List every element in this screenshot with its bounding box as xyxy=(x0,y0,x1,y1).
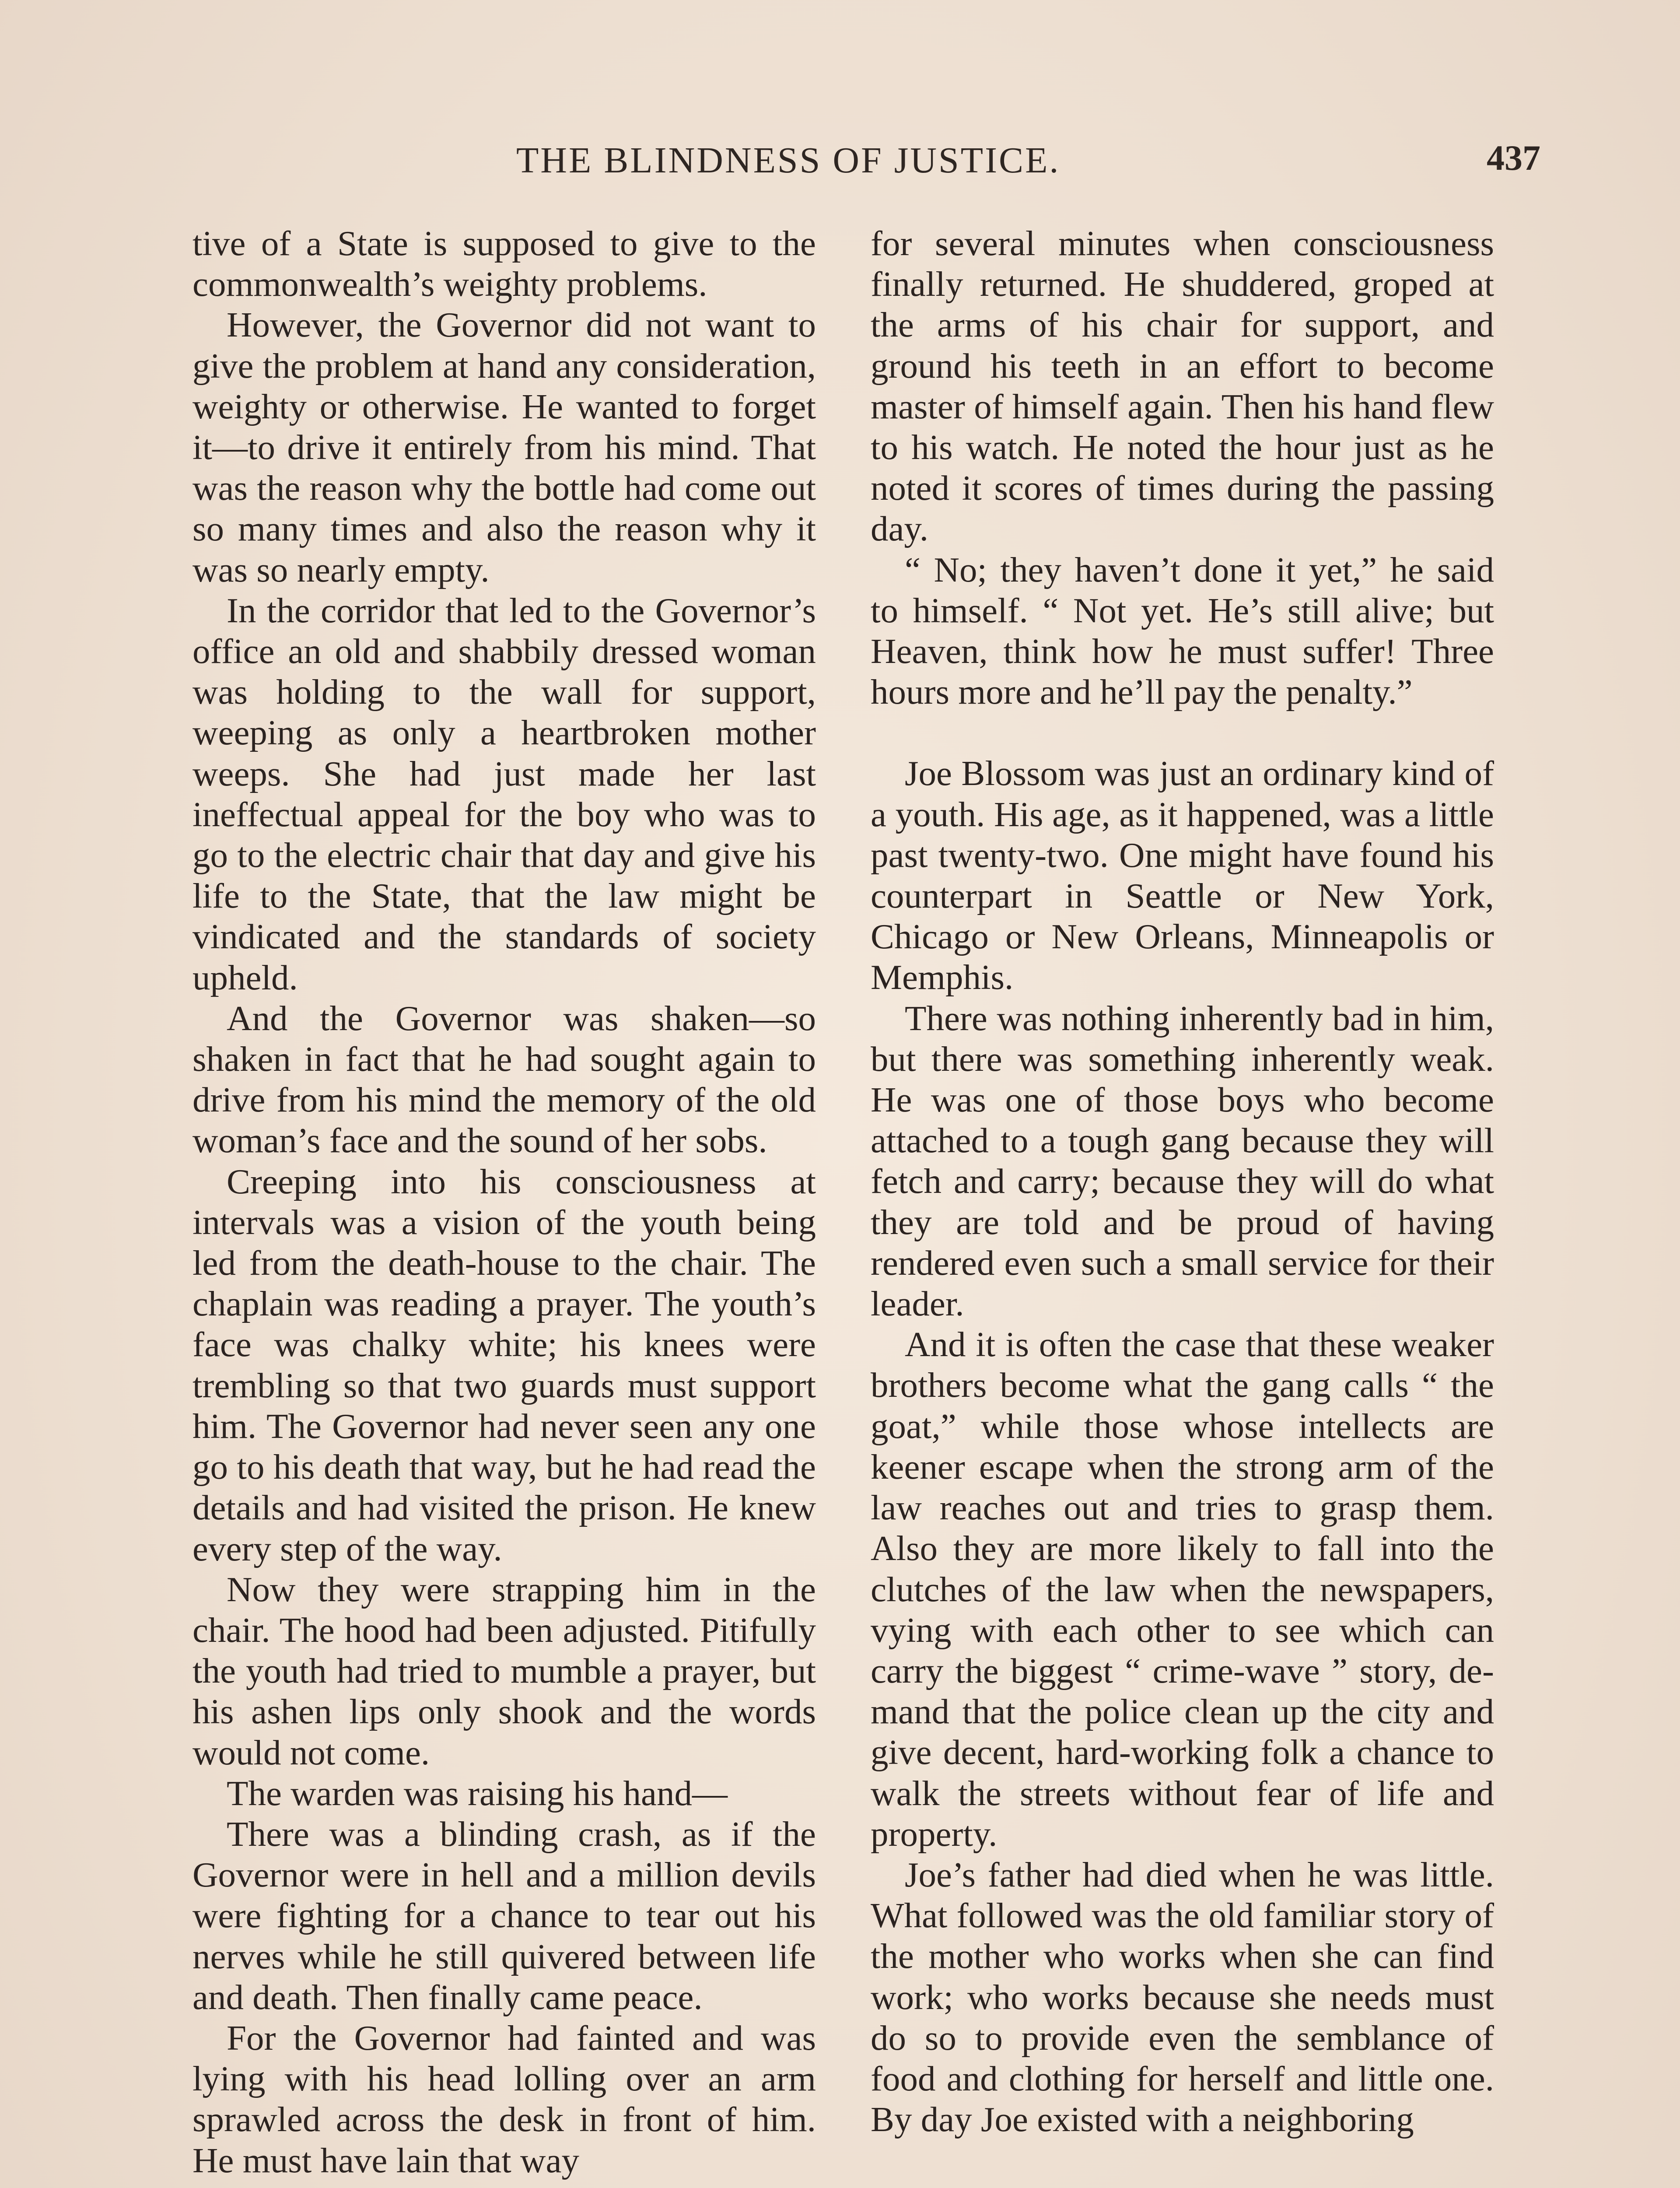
paragraph: The warden was raising his hand— xyxy=(227,1773,728,1813)
paragraph: Creeping into his consciousness at intervals was a vision of the youth being led from the death-house to the chair. The chaplain was reading a prayer. The youth’s face was chalky white; his knees were trembling so that two guards must support him. The Governor had never seen any one go to his death that way, but he had read the details and had visited the prison. He knew every step of the way. xyxy=(192,1161,816,1568)
paragraph: “ No; they haven’t done it yet,” he said to himself. “ Not yet. He’s still alive; but Heaven, think how he must suffer! Three hours more and he’ll pay the penalty.” xyxy=(871,550,1494,712)
paragraph: For the Governor had fainted and was lying with his head lolling over an arm sprawled across the desk in front of him. He must have lain that way xyxy=(192,2018,816,2180)
paragraph: There was nothing inherently bad in him, but there was something inherently weak. He was one of those boys who become attached to a tough gang because they will fetch and carry; because they will do what they are told and be proud of having rendered even such a small service for their leader. xyxy=(871,998,1494,1324)
paragraph: And the Governor was shaken—so shaken in fact that he had sought again to drive from his mind the memory of the old woman’s face and the sound of her sobs. xyxy=(192,998,816,1161)
right-column xyxy=(871,223,1494,2140)
paragraph: Now they were strapping him in the chair. The hood had been adjusted. Pitifully the youth had tried to mumble a prayer, but his ashen lips only shook and the words would not come. xyxy=(192,1569,816,1772)
paragraph: And it is often the case that these weaker brothers become what the gang calls “ the goat,” while those whose intellects are keener escape when the strong arm of the law reaches out and tries to grasp them. Also they are more likely to fall into the clutches of the law when the newspapers, vying with each other to see which can carry the biggest “ crime-wave ” story, demand that the police clean up the city and give decent, hard-working folk a chance to walk the streets without fear of life and property. xyxy=(871,1325,1494,1854)
paragraph: Joe Blossom was just an ordinary kind of a youth. His age, as it happened, was a little past twenty-two. One might have found his counterpart in Seattle or New York, Chicago or New Orleans, Minneapolis or Memphis. xyxy=(871,754,1494,997)
running-head-title: THE BLINDNESS OF JUSTICE. xyxy=(516,140,1060,181)
left-column xyxy=(192,223,816,2181)
paragraph: for several minutes when consciousness finally returned. He shuddered, groped at the arms of his chair for support, and ground his teeth in an effort to become master of himself again. Then his hand flew to his watch. He noted the hour just as he noted it scores of times during the passing day. xyxy=(871,224,1494,549)
paragraph: In the corridor that led to the Governor’s office an old and shabbily dressed woman was holding to the wall for support, weeping as only a heartbroken mother weeps. She had just made her last ineffectual appeal for the boy who was to go to the electric chair that day and give his life to the State, that the law might be vindicated and the standards of society upheld. xyxy=(192,590,816,997)
page-number: 437 xyxy=(1487,138,1540,178)
paragraph: There was a blinding crash, as if the Governor were in hell and a million devils were fighting for a chance to tear out his nerves while he still quivered between life and death. Then finally came peace. xyxy=(192,1814,816,2017)
paragraph: Joe’s father had died when he was little. What followed was the old familiar story of the mother who works when she can find work; who works because she needs must do so to provide even the semblance of food and clothing for herself and little one. By day Joe existed with a neighboring xyxy=(871,1855,1494,2139)
paragraph: tive of a State is supposed to give to the commonwealth’s weighty problems. xyxy=(192,224,816,304)
paragraph: However, the Governor did not want to give the problem at hand any consideration, weighty or otherwise. He wanted to forget it—to drive it entirely from his mind. That was the reason why the bottle had come out so many times and also the reason why it was so nearly empty. xyxy=(192,305,816,589)
